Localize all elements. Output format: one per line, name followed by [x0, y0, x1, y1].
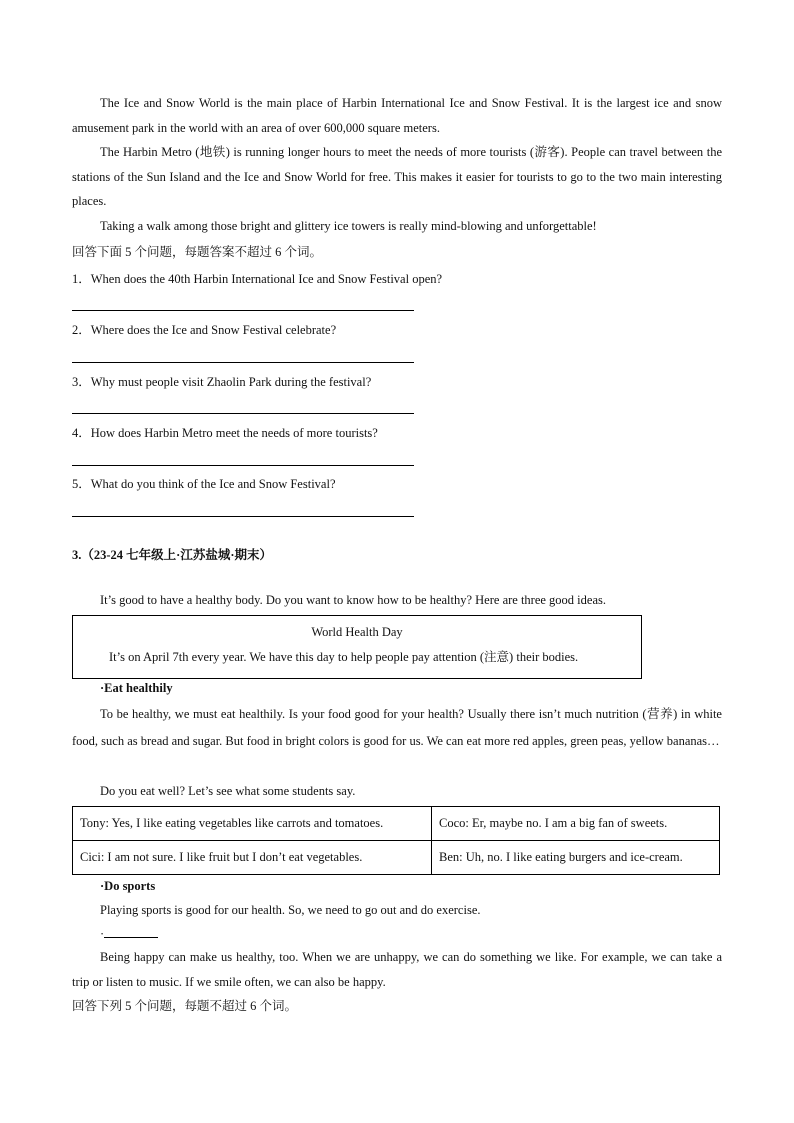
table-row [73, 807, 720, 841]
bullet-dot: · [100, 927, 105, 941]
question-1: 1．When does the 40th Harbin International Ice and Snow Festival open? [72, 272, 443, 286]
answer-line-1[interactable] [72, 310, 414, 311]
table-cell-cici: Cici: I am not sure. I like fruit but I don’t eat vegetables. [73, 841, 432, 875]
table-row [73, 841, 720, 875]
table-cell-coco: Coco: Er, maybe no. I am a big fan of sweets. [432, 807, 720, 841]
heading-blank[interactable] [104, 925, 158, 938]
answer-line-4[interactable] [72, 465, 414, 466]
questions-instruction: 回答下面 5 个问题，每题答案不超过 6 个词。 [72, 245, 323, 259]
third-idea-blank-row [100, 924, 750, 944]
answer-line-3[interactable] [72, 413, 414, 414]
eat-healthily-heading: ·Eat healthily [100, 681, 173, 695]
section-3-heading: 3.（23-24 七年级上·江苏盐城·期末） [72, 548, 273, 562]
answer-line-5[interactable] [72, 516, 414, 517]
eat-followup: Do you eat well? Let’s see what some students say. [100, 784, 356, 798]
question-2: 2．Where does the Ice and Snow Festival celebrate? [72, 323, 337, 337]
table-cell-tony: Tony: Yes, I like eating vegetables like carrots and tomatoes. [73, 807, 432, 841]
question-3: 3．Why must people visit Zhaolin Park during the festival? [72, 375, 372, 389]
passage-paragraph-1: The Ice and Snow World is the main place of Harbin International Ice and Snow Festival. It is the largest ice and snow amusement park in the world with an area of over 600,000 square meters. [72, 96, 722, 135]
eat-healthily-paragraph: To be healthy, we must eat healthily. Is your food good for your health? Usually there isn’t much nutrition (营养) in white food, such as bread and sugar. But food in bright colors is good for us. We can eat more red apples, green peas, yellow bananas… [72, 707, 722, 748]
passage-paragraph-3: Taking a walk among those bright and glittery ice towers is really mind-blowing and unforgettable! [100, 219, 597, 233]
world-health-day-box [72, 615, 642, 679]
answer-line-2[interactable] [72, 362, 414, 363]
box-title: World Health Day [311, 625, 403, 639]
box-body: It’s on April 7th every year. We have this day to help people pay attention (注意) their bodies. [109, 650, 579, 664]
section-3-instruction: 回答下列 5 个问题，每题不超过 6 个词。 [72, 999, 298, 1013]
question-5: 5．What do you think of the Ice and Snow Festival? [72, 477, 336, 491]
do-sports-paragraph: Playing sports is good for our health. So, we need to go out and do exercise. [100, 903, 481, 917]
passage-paragraph-2: The Harbin Metro (地铁) is running longer hours to meet the needs of more tourists (游客). People can travel between the stations of the Sun Island and the Ice and Snow World for free. This makes it easier for tourists to go to the two main interesting places. [72, 145, 722, 208]
table-cell-ben: Ben: Uh, no. I like eating burgers and ice-cream. [432, 841, 720, 875]
section-3-intro: It’s good to have a healthy body. Do you want to know how to be healthy? Here are three good ideas. [100, 593, 606, 607]
do-sports-heading: ·Do sports [100, 879, 156, 893]
be-happy-paragraph: Being happy can make us healthy, too. When we are unhappy, we can do something we like. For example, we can take a trip or listen to music. If we smile often, we can also be happy. [72, 950, 722, 989]
question-4: 4．How does Harbin Metro meet the needs of more tourists? [72, 426, 378, 440]
student-opinions-table [72, 806, 720, 875]
